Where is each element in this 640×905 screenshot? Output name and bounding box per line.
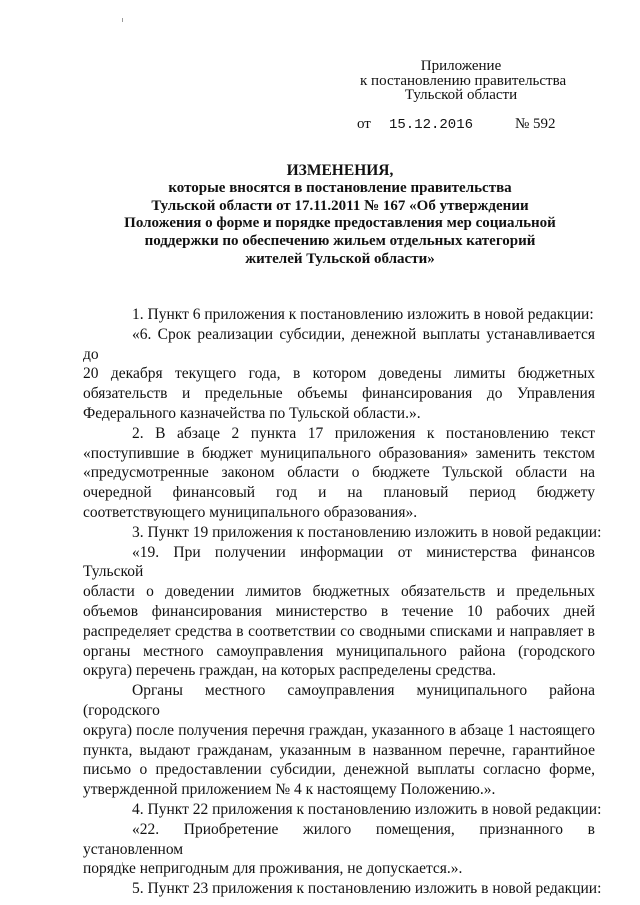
paragraph-9: 5. Пункт 23 приложения к постановлению изложить в новой редакции: xyxy=(132,880,602,898)
paragraph-8: «22. Приобретение жилого помещения, признанного в установленном порядке непригодным для проживания, не допускается.». xyxy=(83,820,595,878)
appendix-line: Приложение xyxy=(420,58,502,74)
paragraph-3: 2. В абзаце 2 пункта 17 приложения к постановлению текст «поступившие в бюджет муниципального образования» заменить текстом «предусмотренные законом области о бюджете Тульской области на очередной финансовый год и на плановый период бюджету соответствующего муниципального образования». xyxy=(83,424,595,521)
title-heading: ИЗМЕНЕНИЯ, xyxy=(286,162,394,179)
date-from-label: от xyxy=(357,116,371,132)
paragraph-7: 4. Пункт 22 приложения к постановлению изложить в новой редакции: xyxy=(132,800,602,818)
appendix-line: к постановлению правительства xyxy=(360,72,567,89)
title-line: которые вносятся в постановление правительства xyxy=(168,179,512,196)
title-line: жителей Тульской области» xyxy=(245,250,435,267)
title-line: Положения о форме и порядке предоставления мер социальной xyxy=(124,215,556,232)
appendix-line: Тульской области xyxy=(404,87,518,103)
appendix-block xyxy=(360,58,567,103)
paragraph-1: 1. Пункт 6 приложения к постановлению изложить в новой редакции: xyxy=(132,306,594,323)
title-line: поддержки по обеспечению жильем отдельных категорий xyxy=(144,233,536,250)
document-title xyxy=(120,162,560,269)
paragraph-2: «6. Срок реализации субсидии, денежной выплаты устанавливается до 20 декабря текущего года, в котором доведены лимиты бюджетных обязательств и предельные объемы финансирования до Управления Федерального казначейства по Тульской области.». xyxy=(83,325,595,422)
title-line: Тульской области от 17.11.2011 № 167 «Об утверждении xyxy=(151,197,529,214)
paragraph-4: 3. Пункт 19 приложения к постановлению изложить в новой редакции: xyxy=(132,523,602,541)
document-body xyxy=(83,305,602,899)
paragraph-5: «19. При получении информации от министерства финансов Тульской области о доведении лимитов бюджетных обязательств и предельных объемов финансирования министерство в течение 10 рабочих дней распределяет средства в соответствии со сводными списками и направляет в органы местного самоуправления муниципального района (городского округа) перечень граждан, на которых распределены средства. xyxy=(83,543,595,680)
scan-mark xyxy=(122,18,123,22)
document-number: № 592 xyxy=(515,116,556,132)
document-date: 15.12.2016 xyxy=(389,117,474,133)
paragraph-6: Органы местного самоуправления муниципального района (городского округа) после получения перечня граждан, указанного в абзаце 1 настоящего пункта, выдают гражданам, указанным в названном перечне, гарантийное письмо о предоставлении субсидии, денежной выплаты согласно форме, утвержденной приложением № 4 к настоящему Положению.». xyxy=(83,682,595,799)
